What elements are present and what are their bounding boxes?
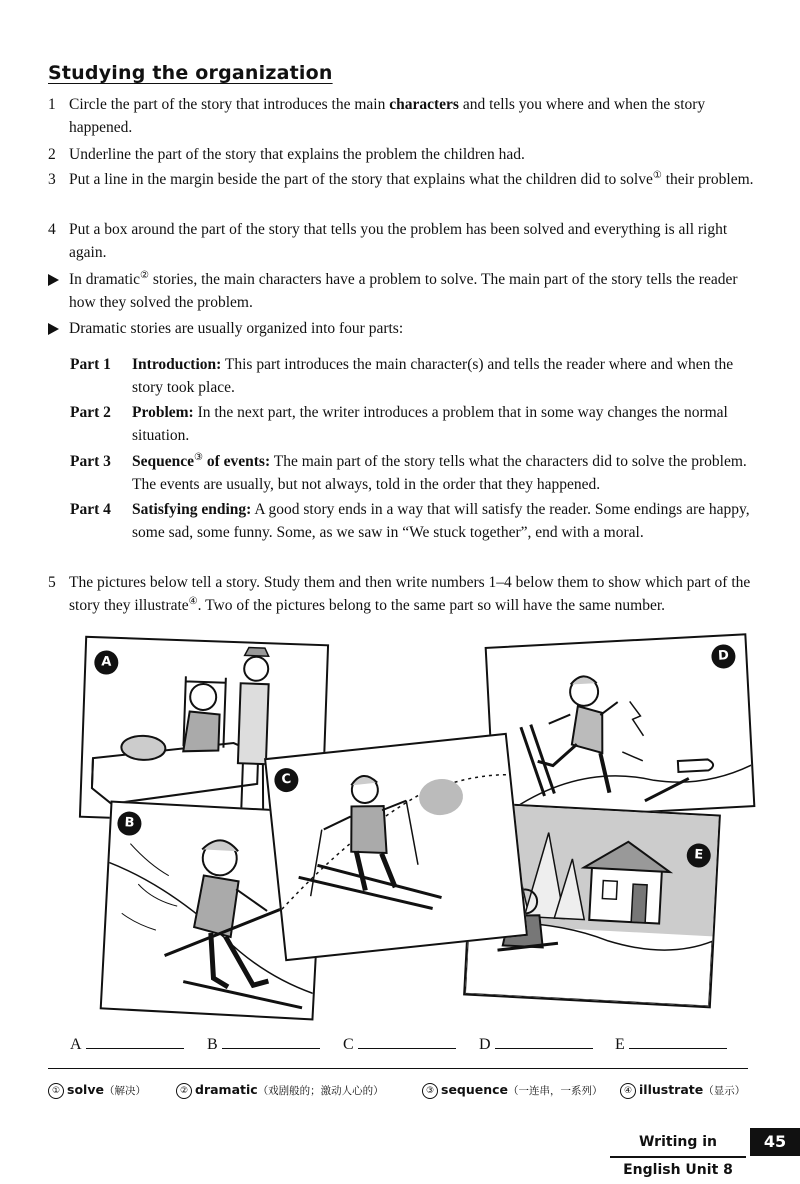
part-4: Part 4 Satisfying ending: A good story ends in a way that will satisfy the reader. Some endings are happy, some sad, some funny. Some, as we saw in “We stuck together”, end with a moral. xyxy=(70,498,760,544)
page-footer xyxy=(610,1128,800,1178)
answer-e[interactable]: E xyxy=(615,1036,727,1054)
arrow-bullet-icon xyxy=(48,323,59,335)
footnote-mark: ③ xyxy=(194,451,203,463)
section-title: Studying the organization xyxy=(48,62,333,84)
answer-b[interactable]: B xyxy=(207,1036,320,1054)
part-label: Part 4 xyxy=(70,501,111,518)
answer-c[interactable]: C xyxy=(343,1036,456,1054)
bullet-organized: Dramatic stories are usually organized into four parts: xyxy=(48,317,758,340)
picture-label: E xyxy=(686,843,711,868)
part-label: Part 2 xyxy=(70,404,111,421)
instruction-1: 1 Circle the part of the story that introduces the main characters and tells you where and when the story happened. xyxy=(48,93,758,139)
part-3: Part 3 Sequence③ of events: The main part of the story tells what the characters did to solve the problem. The events are usually, but not always, told in the order that they happened. xyxy=(70,451,747,493)
part-2: Part 2 Problem: In the next part, the writer introduces a problem that in some way changes the normal situation. xyxy=(70,401,760,447)
key-term: characters xyxy=(389,96,459,113)
picture-label: D xyxy=(711,644,736,669)
part-label: Part 1 xyxy=(70,356,111,373)
part-1: Part 1 Introduction: This part introduces the main character(s) and tells the reader where and when the story took place. xyxy=(70,353,760,399)
footnote-3: ③ sequence（一连串，一系列） xyxy=(422,1082,603,1099)
skier-downhill-drawing xyxy=(266,735,526,959)
page-number: 45 xyxy=(750,1128,800,1156)
bullet-dramatic: In dramatic② stories, the main characters have a problem to solve. The main part of the story tells the reader how they solved the problem. xyxy=(48,268,758,314)
instruction-5: 5 The pictures below tell a story. Study them and then write numbers 1–4 below them to show which part of the story they illustrate④. Two of the pictures belong to the same part so will have the same number. xyxy=(48,571,758,617)
item-number: 4 xyxy=(48,221,56,238)
instruction-3: 3 Put a line in the margin beside the part of the story that explains what the children did to solve① their problem. xyxy=(48,168,758,191)
footnote-4: ④ illustrate（显示） xyxy=(620,1082,745,1099)
arrow-bullet-icon xyxy=(48,274,59,286)
item-number: 3 xyxy=(48,171,56,188)
footnote-mark: ④ xyxy=(188,595,198,607)
item-number: 1 xyxy=(48,96,56,113)
item-number: 5 xyxy=(48,574,56,591)
instruction-2: 2 Underline the part of the story that explains the problem the children had. xyxy=(48,143,758,166)
picture-d xyxy=(485,633,756,820)
footnote-1: ① solve（解决） xyxy=(48,1082,146,1099)
picture-label: A xyxy=(94,650,119,675)
part-label: Part 3 xyxy=(70,453,111,470)
footnote-mark: ① xyxy=(652,169,662,181)
footnote-mark: ② xyxy=(140,269,149,281)
picture-c xyxy=(264,733,528,961)
picture-label: C xyxy=(273,767,299,793)
item-number: 2 xyxy=(48,146,56,163)
running-title: Writing in English Unit 8 xyxy=(610,1128,746,1158)
footnote-divider xyxy=(48,1068,748,1069)
instruction-4: 4 Put a box around the part of the story that tells you the problem has been solved and everything is all right again. xyxy=(48,218,758,264)
footnote-2: ② dramatic（戏剧般的；激动人心的） xyxy=(176,1082,384,1099)
picture-label: B xyxy=(117,811,142,836)
answer-d[interactable]: D xyxy=(479,1036,593,1054)
answer-a[interactable]: A xyxy=(70,1036,184,1054)
